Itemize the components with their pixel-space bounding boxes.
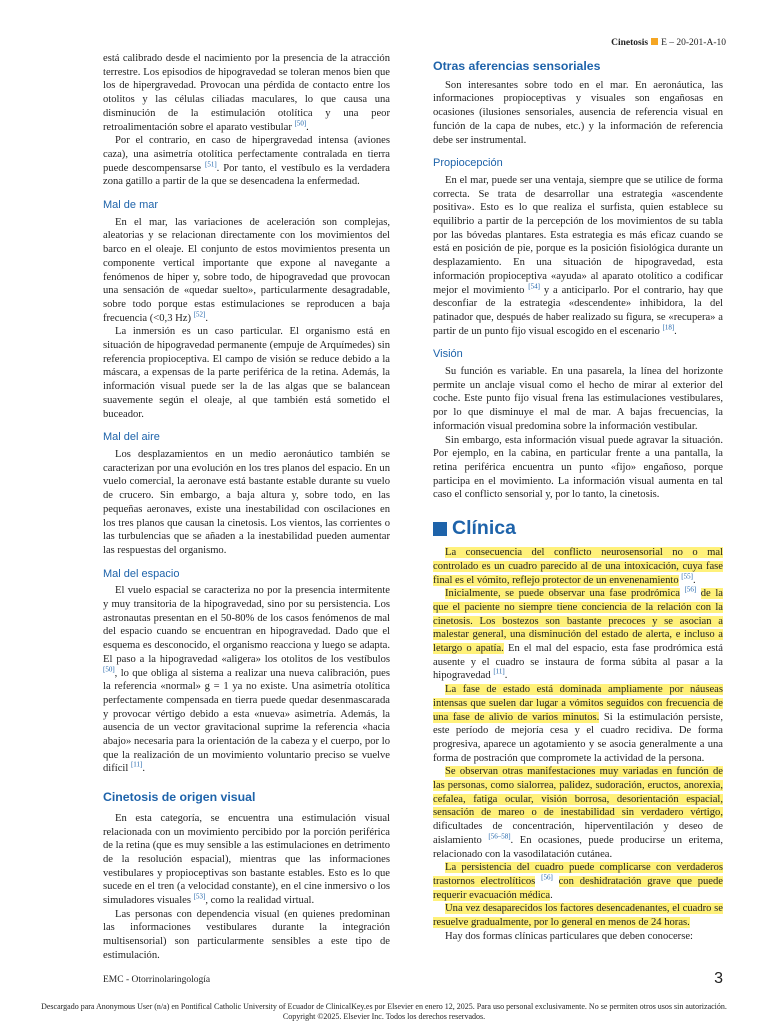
header-square-icon [651,38,658,45]
citation-link[interactable]: [50] [294,118,307,127]
section-heading-cinetosis-visual: Cinetosis de origen visual [103,790,256,805]
download-notice: Descargado para Anonymous User (n/a) en Pontifical Catholic University of Ecuador de ClinicalKey.es por Elsevier en enero 12, 2025. Para uso personal exclusivamente. No se permiten otros usos sin autorización. Copyright ©2025. Elsevier Inc. Todos los derechos reservados. [41,1002,727,1021]
paragraph: Hay dos formas clínicas particulares que deben conocerse: [445,930,693,942]
citation-link[interactable]: [52] [193,310,206,319]
highlighted-text: Se observan otras manifestaciones muy variadas en función de las personas, como sialorrea, palidez, sudoración, eructos, anorexia, cefalea, fatiga ocular, visión borrosa, desorientación espacial, sensación de mareo o de inestabilidad sin verdadero vértigo, [433,766,723,819]
section-heading-clinica: Clínica [433,522,723,536]
citation-link[interactable]: [18] [662,323,675,332]
paragraph: Son interesantes sobre todo en el mar. En aeronáutica, las informaciones propioceptivas y visuales son engañosas en ocasiones (ilusiones sensoriales, ausencia de referencia visual en función de la capa de nubes, etc.) y la información de referencia debe ser instrumental. [433,79,723,146]
paragraph: En esta categoría, se encuentra una estimulación visual relacionada con un movimiento percibido por la porción periférica de la retina (que es muy sensible a las estimulaciones en detrimento de la resolución espacial), mientras que las informaciones vestibulares y propioceptivas son bastante estables. Esto es lo que sucede en el tren (a velocidad constante), en el cine inmersivo o los simuladores visuales [53], como la realidad virtual. [103,812,390,907]
citation-link[interactable]: [11] [130,760,143,769]
paragraph: Se observan otras manifestaciones muy variadas en función de las personas, como sialorrea, palidez, sudoración, eructos, anorexia, cefalea, fatiga ocular, visión borrosa, desorientación espacial, sensación de mareo o de inestabilidad sin verdadero vértigo, dificultades de concentración, hiperventilación y deseo de aislamiento [56–58]. En ocasiones, puede producirse un eritema, relacionado con la vasodilatación cutánea. [433,766,723,860]
paragraph: La consecuencia del conflicto neurosensorial no o mal controlado es un cuadro parecido al de una intoxicación, cuya fase final es el vómito, reflejo protector de un envenenamiento [55]. [433,547,723,586]
section-heading-mal-del-espacio: Mal del espacio [103,567,180,580]
highlighted-text: La fase de estado está dominada ampliamente por náuseas intensas que suelen dar lugar a vómitos seguidos con frecuencia de una fase de alivio de varios minutos. [433,684,723,723]
paragraph: Inicialmente, se puede observar una fase prodrómica [56] de la que el paciente no siempre tiene conciencia de la relación con la cinetosis. Los bostezos son bastante precoces y se asocian a malestar general, una disminución del estado de alerta, e incluso a letargo o apatía. En el mal del espacio, esta fase prodrómica está ausente y el cuadro se instaura de forma súbita al pasar a la hipogravedad [11]. [433,585,723,682]
section-heading-vision: Visión [433,348,463,361]
article-code: E – 20-201-A-10 [661,38,726,48]
paragraph: Su función es variable. En una pasarela, la línea del horizonte permite un anclaje visual como el hecho de mirar al exterior del coche. Este punto fijo visual frena las estimulaciones vestibulares, por lo que disminuye el mal de mar. A bajas frecuencias, la información visual predomina sobre la información vestibular. [433,366,723,432]
citation-link[interactable]: [54] [528,282,540,291]
paragraph: Por el contrario, en caso de hipergravedad intensa (aviones caza), una asimetría otolítica perfectamente contralada en tierra puede descompensarse [51]. Por tanto, el vestíbulo es la verdadera zona gatillo a partir de la que se desencadena la enfermedad. [103,135,390,188]
section-heading-mal-del-aire: Mal del aire [103,431,160,444]
highlighted-text: La consecuencia del conflicto neurosensorial no o mal controlado es un cuadro parecido al de una intoxicación, cuya fase final es el vómito, reflejo protector de un envenenamiento [433,547,723,586]
citation-link[interactable]: [11] [493,667,505,676]
highlighted-text: La persistencia del cuadro puede complicarse con verdaderos trastornos electrolíticos [433,862,723,887]
page-number: 3 [714,970,723,987]
section-heading-mal-de-mar: Mal de mar [103,199,159,212]
running-header [611,38,726,48]
section-heading-otras-aferencias: Otras aferencias sensoriales [433,59,601,73]
citation-link[interactable]: [56] [684,585,697,594]
citation-link[interactable]: [51] [204,160,217,169]
paragraph: En el mar, las variaciones de aceleración son complejas, aleatorias y se relacionan directamente con los movimientos del barco en el oleaje. El conjunto de estos movimientos presenta un componente vertical importante que expone al navegante a fenómenos de hiper y, sobre todo, de hipogravedad que provocan una sensación de «quedar suelto», particularmente desagradable, sobre todo porque estas estimulaciones se reproducen a baja frecuencia (<0,3 Hz) [52]. [103,216,390,324]
paragraph: La fase de estado está dominada ampliamente por náuseas intensas que suelen dar lugar a vómitos seguidos con frecuencia de una fase de alivio de varios minutos. Si la estimulación persiste, este período de mejoría cesa y el cuadro recidiva. De forma progresiva, aparece un agotamiento y se asocia generalmente a una forma de postración que compromete la actividad de la persona. [433,684,724,764]
footer-journal: EMC - Otorrinolaringología [103,975,211,985]
highlighted-text: Inicialmente, se puede observar una fase prodrómica [445,588,680,600]
section-heading-propiocepcion: Propiocepción [433,157,503,170]
paragraph: El vuelo espacial se caracteriza no por la presencia intermitente y muy transitoria de la hipogravedad, sino por su persistencia. Los astronautas presentan en el 50-80% de los casos fenómenos de mal del espacio cuando se encuentran en hipogravedad. Dado que el esquema es desconocido, el organismo reacciona y luego se adapta. El paso a la hipogravedad «aligera» los otolitos de los vestíbulos [50], lo que obliga al sistema a realizar una nueva calibración, pues la referencia «normal» g = 1 ya no existe. Una asimetría otolítica perfectamente compensada en tierra puede quedar desenmascarada y provocar vértigo debido a esta «nueva» asimetría. Además, la ausencia de un vector gravitacional suprime la referencia «hacia abajo» necesaria para la orientación de la cabeza y el cuerpo, por lo que la realización de un movimiento voluntario preciso se vuelve difícil [11]. [103,585,390,775]
paragraph: La persistencia del cuadro puede complicarse con verdaderos trastornos electrolíticos [56] con deshidratación grave que puede requerir evacuación médica. [433,862,723,901]
paragraph: Los desplazamientos en un medio aeronáutico también se caracterizan por una evolución en los tres planos del espacio. En un vuelo comercial, la aeronave está bastante estable durante su vuelo de crucero. Sin embargo, a baja altura y, sobre todo, en las pequeñas aeronaves, existe una inestabilidad con oscilaciones en los tres planos que causan la cinetosis. Los vientos, las corrientes o las turbulencias que se añaden a la inestabilidad pueden aumentar las respuestas del organismo. [103,448,390,556]
citation-link[interactable]: [53] [193,892,206,901]
highlighted-text: de la que el paciente no siempre tiene conciencia de la relación con la cinetosis. Los bostezos son bastante precoces y se asocian a malestar general, una disminución del estado de alerta, e incluso a letargo o apatía. [433,588,723,655]
left-column [103,52,390,963]
paragraph: Sin embargo, esta información visual puede agravar la situación. Por ejemplo, en la cabina, en particular frente a una pantalla, la retina periférica encuentra un punto «fijo» engañoso, porque participa en el movimiento. La información visual aumenta en tal caso el conflicto sensorial y, por lo tanto, la cinetosis. [433,434,723,501]
citation-link[interactable]: [56–58] [488,832,511,841]
paragraph: La inmersión es un caso particular. El organismo está en situación de hipogravedad permanente (empuje de Arquímedes) sin referencia propioceptiva. El campo de visión se reduce debido a la máscara, a expensas de la parte periférica de la retina. Además, la información visual puede ser la de las algas que se balancean suavemente según el oleaje, al que también está sometido el buceador. [103,326,390,420]
paragraph: Las personas con dependencia visual (en quienes predominan las informaciones vestibulares durante la integración multisensorial) son particularmente sensibles a este tipo de estimulación. [103,908,390,961]
paragraph [433,902,723,929]
citation-link[interactable]: [50] [103,665,115,673]
heading-square-icon [433,522,447,536]
paragraph: En el mar, puede ser una ventaja, siempre que se utilice de forma correcta. Se trata de desarrollar una estrategia «ascendente positiva». Esto es lo que realiza el surfista, quien establece su equilibrio a partir de la percepción de los movimientos de su tabla por las bóvedas plantares. Esta estrategia es más eficaz cuando se está en posición de pie, porque es la posición fisiológica durante un desplazamiento. En una situación de hipogravedad, esta información propioceptiva «ayuda» al aparato otolítico a codificar mejor el movimiento [54] y a anticiparlo. Por el contrario, hay que desconfiar de la estrategia «descendente» inhibidora, la del patinador que, después de haber realizado su figura, se «recupera» a partir de un punto fijo visual escogido en el escenario [18]. [433,174,723,337]
highlighted-text: con deshidratación grave que puede requerir evacuación médica [433,875,723,901]
citation-link[interactable]: [56] [541,873,553,882]
right-column [433,60,723,943]
citation-link[interactable]: [55] [681,571,693,580]
paragraph: está calibrado desde el nacimiento por la presencia de la atracción terrestre. Los episodios de hipogravedad se toleran menos bien que los de hipergravedad. Provocan una pérdida de contacto entre los otolitos y las células ciliadas maculares, lo que causa una disminución de la estimulación otolítica y una peor retroalimentación sobre el aparato vestibular [50]. [103,53,390,133]
journal-short-title: Cinetosis [611,38,649,48]
highlighted-text: Una vez desaparecidos los factores desencadenantes, el cuadro se resuelve gradualmente, por lo general en menos de 24 horas. [433,903,723,929]
